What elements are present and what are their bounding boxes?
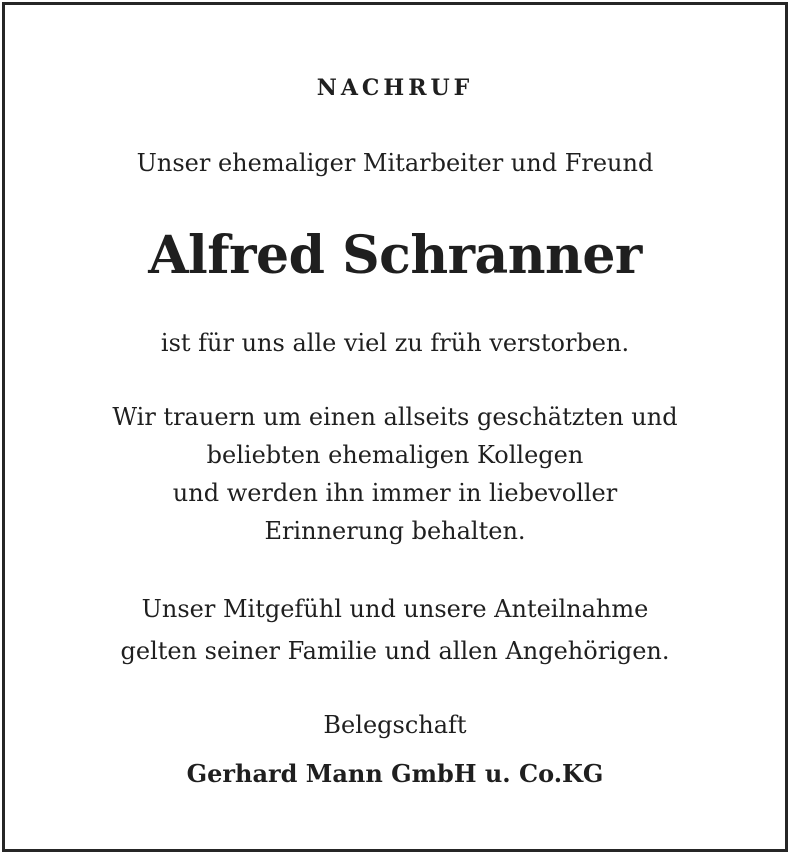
intro-text: Unser ehemaliger Mitarbeiter und Freund (136, 149, 654, 177)
sympathy-line: Unser Mitgefühl und unsere Anteilnahme (141, 595, 649, 623)
mourning-line: beliebten ehemaligen Kollegen (206, 441, 584, 469)
deceased-name: Alfred Schranner (148, 225, 642, 286)
obituary-notice (2, 2, 788, 852)
mourning-line: und werden ihn immer in liebevoller (172, 479, 618, 507)
passing-text: ist für uns alle viel zu früh verstorben. (160, 329, 630, 357)
sympathy-line: gelten seiner Familie und allen Angehörigen. (120, 637, 670, 665)
mourning-line: Erinnerung behalten. (264, 517, 526, 545)
notice-heading: NACHRUF (316, 75, 474, 101)
company-name: Gerhard Mann GmbH u. Co.KG (186, 759, 604, 788)
mourning-line: Wir trauern um einen allseits geschätzten und (112, 403, 678, 431)
signature-text: Belegschaft (323, 711, 467, 739)
